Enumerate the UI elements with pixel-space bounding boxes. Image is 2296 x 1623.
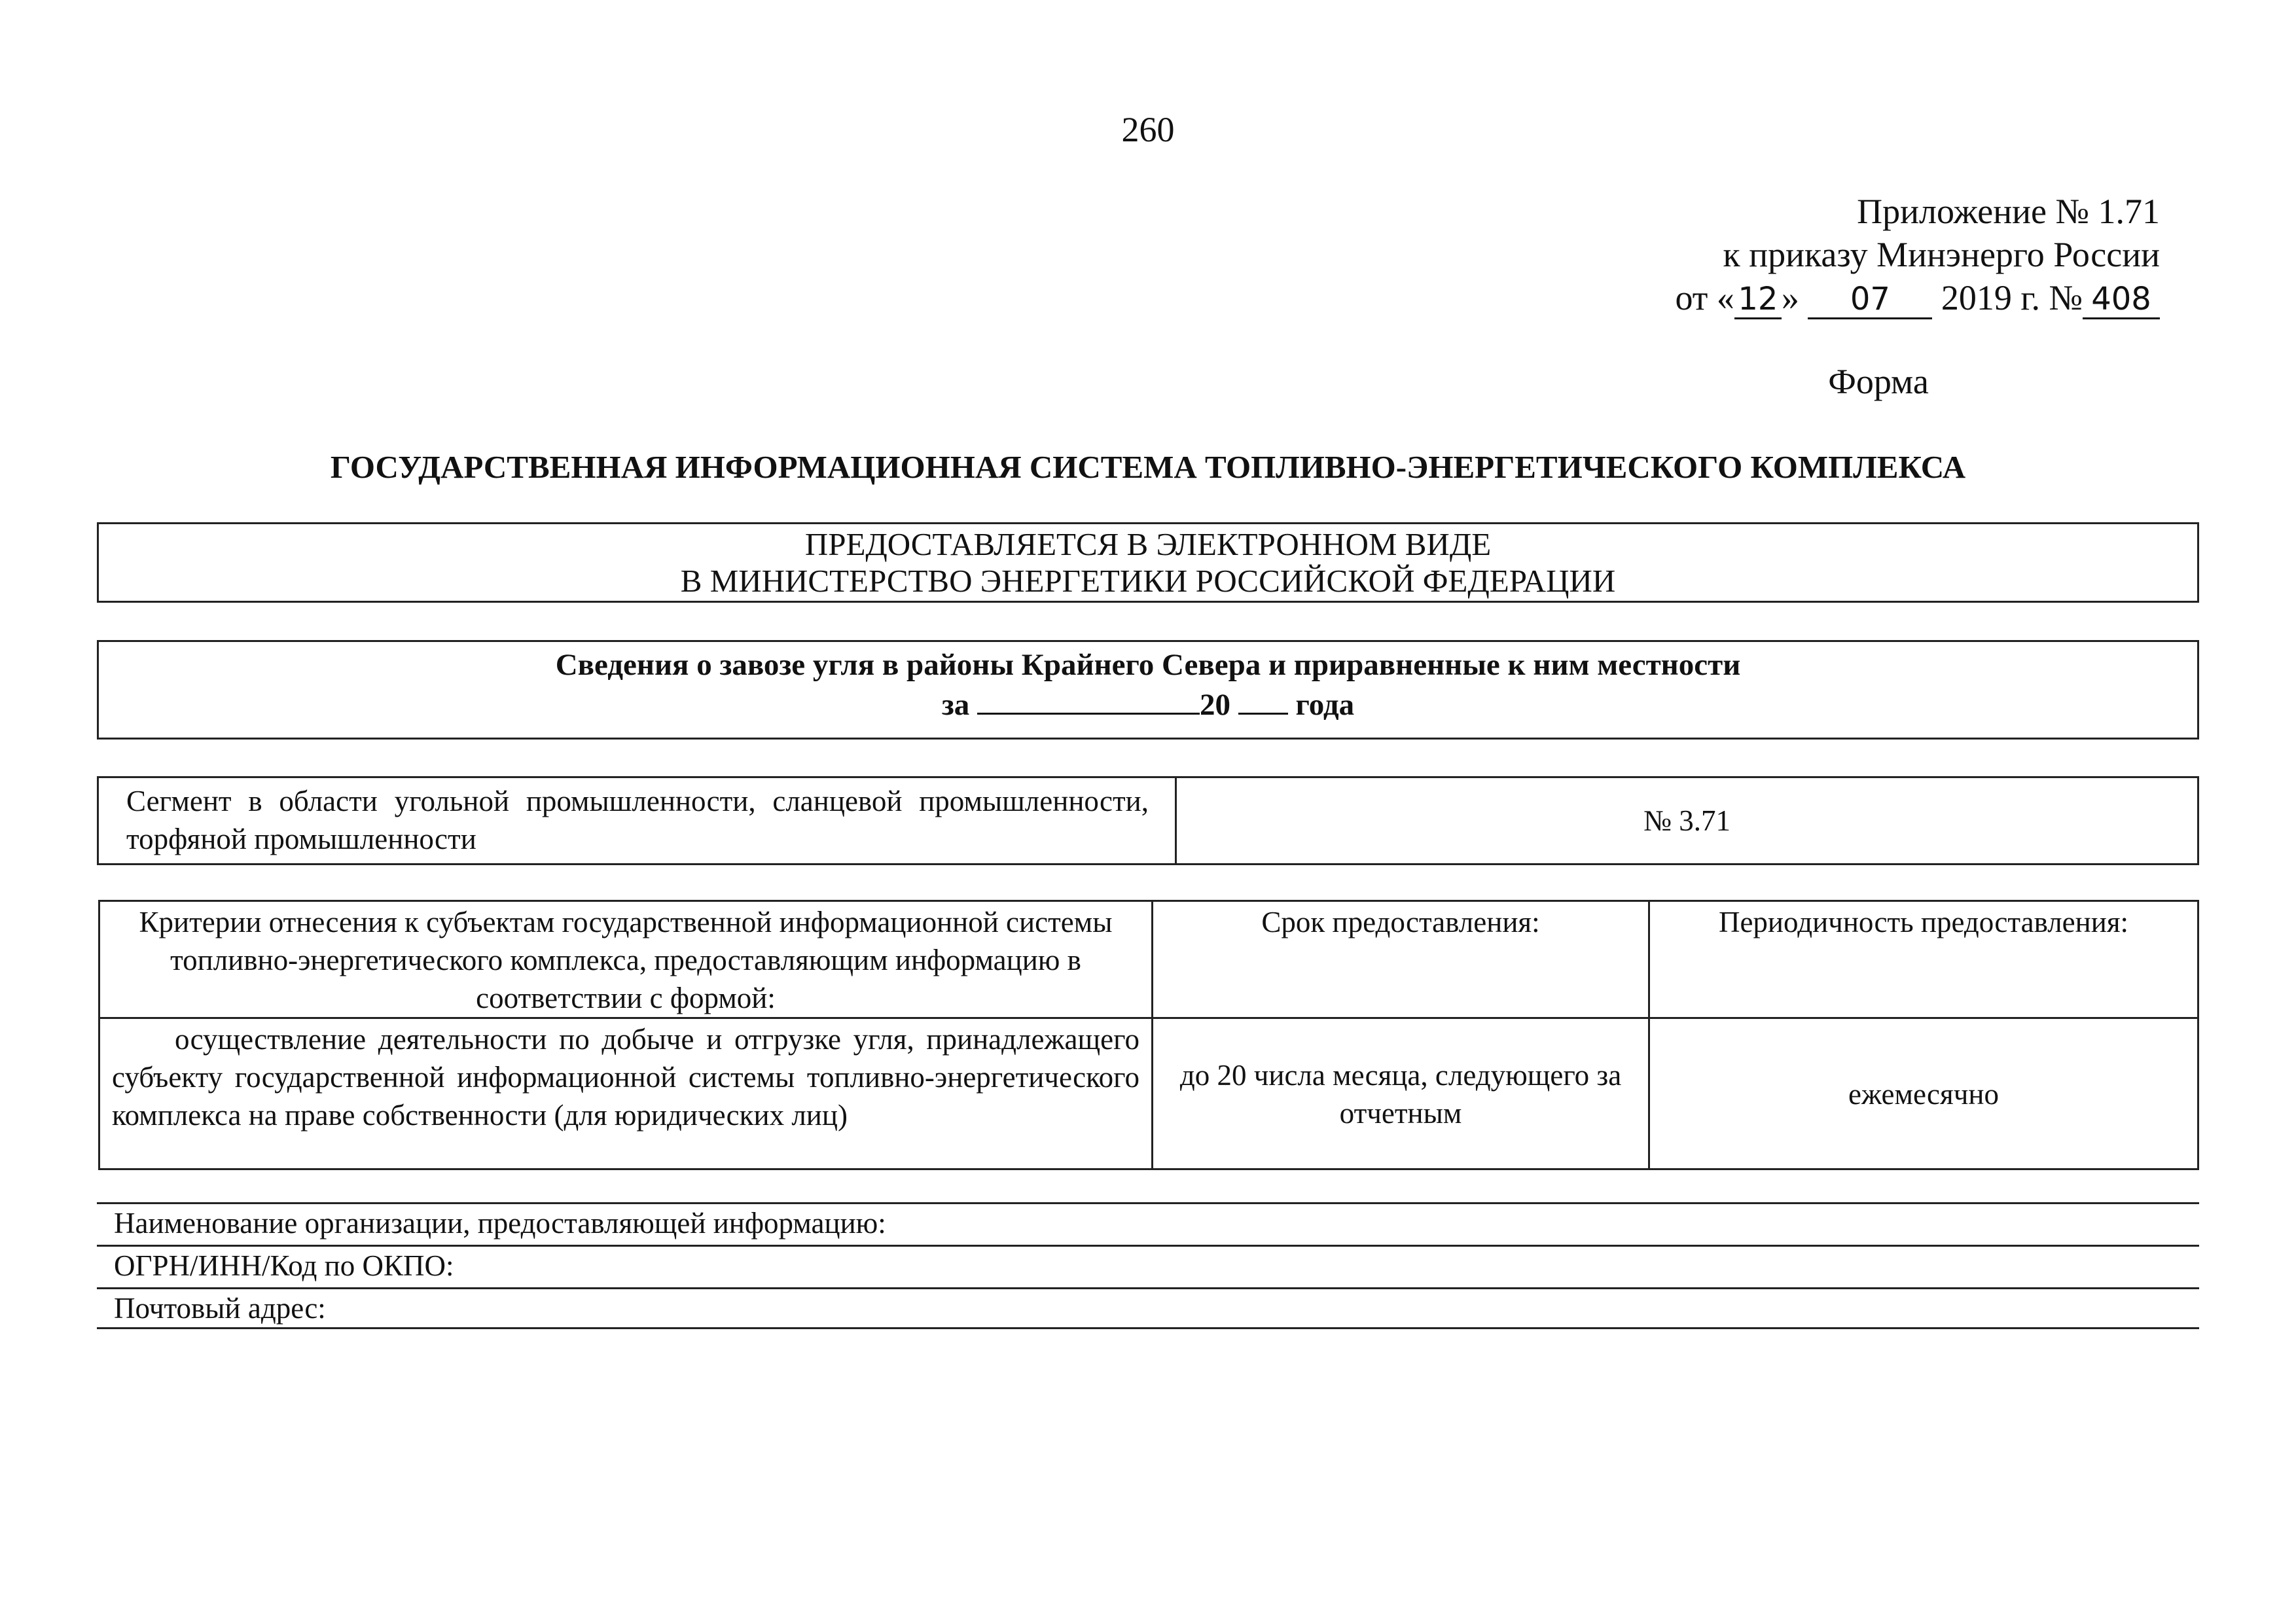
criteria-header-row <box>99 901 2198 1018</box>
ogrn-inn-okpo-line: ОГРН/ИНН/Код по ОКПО: <box>97 1245 2199 1287</box>
handwritten-order-number: 408 <box>2083 281 2160 319</box>
handwritten-day: 12 <box>1734 281 1782 319</box>
annex-from-prefix: от « <box>1675 278 1734 317</box>
criteria-table <box>98 900 2199 1170</box>
criteria-text: осуществление деятельности по добыче и отгрузке угля, принадлежащего субъекту государственной информационной системы топливно-энергетического комплекса на праве собственности (для юридических лиц) <box>112 1023 1139 1132</box>
annex-from-mid: » <box>1781 278 1799 317</box>
page-number: 260 <box>1121 110 1175 149</box>
criteria-header: Критерии отнесения к субъектам государственной информационной системы топливно-энергетического комплекса, предоставляющим информацию в соответствии с формой: <box>99 901 1153 1018</box>
annex-date-line <box>1571 276 2160 319</box>
annex-block <box>1571 190 2160 319</box>
segment-row <box>98 777 2198 865</box>
gis-title: ГОСУДАРСТВЕННАЯ ИНФОРМАЦИОННАЯ СИСТЕМА ТОПЛИВНО-ЭНЕРГЕТИЧЕСКОГО КОМПЛЕКСА <box>330 449 1966 485</box>
handwritten-month: 07 <box>1808 281 1932 319</box>
form-label: Форма <box>1828 362 1929 401</box>
postal-address-line: Почтовый адрес: <box>97 1287 2199 1329</box>
segment-number: № 3.71 <box>1176 777 2198 865</box>
periodicity-header: Периодичность предоставления: <box>1649 901 2198 1018</box>
deadline-header: Срок предоставления: <box>1153 901 1649 1018</box>
report-title: Сведения о завозе угля в районы Крайнего Севера и приравненные к ним местности <box>555 648 1741 682</box>
report-period <box>99 684 2197 724</box>
period-suffix: года <box>1295 688 1355 722</box>
org-name-line: Наименование организации, предоставляющей информацию: <box>97 1202 2199 1244</box>
electronic-submission-box <box>97 522 2199 603</box>
annex-line-1: Приложение № 1.71 <box>1857 192 2160 231</box>
period-prefix: за <box>941 688 970 722</box>
segment-label: Сегмент в области угольной промышленности, сланцевой промышленности, торфяной промышленности <box>98 777 1176 865</box>
annex-line-2: к приказу Минэнерго России <box>1723 235 2160 274</box>
periodicity-cell: ежемесячно <box>1649 1018 2198 1169</box>
criteria-cell <box>99 1018 1153 1169</box>
annex-year-text: 2019 г. № <box>1941 278 2083 317</box>
year-blank <box>1238 684 1288 715</box>
report-title-box <box>97 640 2199 740</box>
electronic-line-2: В МИНИСТЕРСТВО ЭНЕРГЕТИКИ РОССИЙСКОЙ ФЕДЕРАЦИИ <box>680 563 1616 599</box>
period-mid: 20 <box>1200 688 1231 722</box>
criteria-body-row <box>99 1018 2198 1169</box>
deadline-cell: до 20 числа месяца, следующего за отчетным <box>1153 1018 1649 1169</box>
electronic-line-1: ПРЕДОСТАВЛЯЕТСЯ В ЭЛЕКТРОННОМ ВИДЕ <box>804 526 1492 562</box>
segment-table <box>97 776 2199 865</box>
period-blank <box>977 684 1200 715</box>
